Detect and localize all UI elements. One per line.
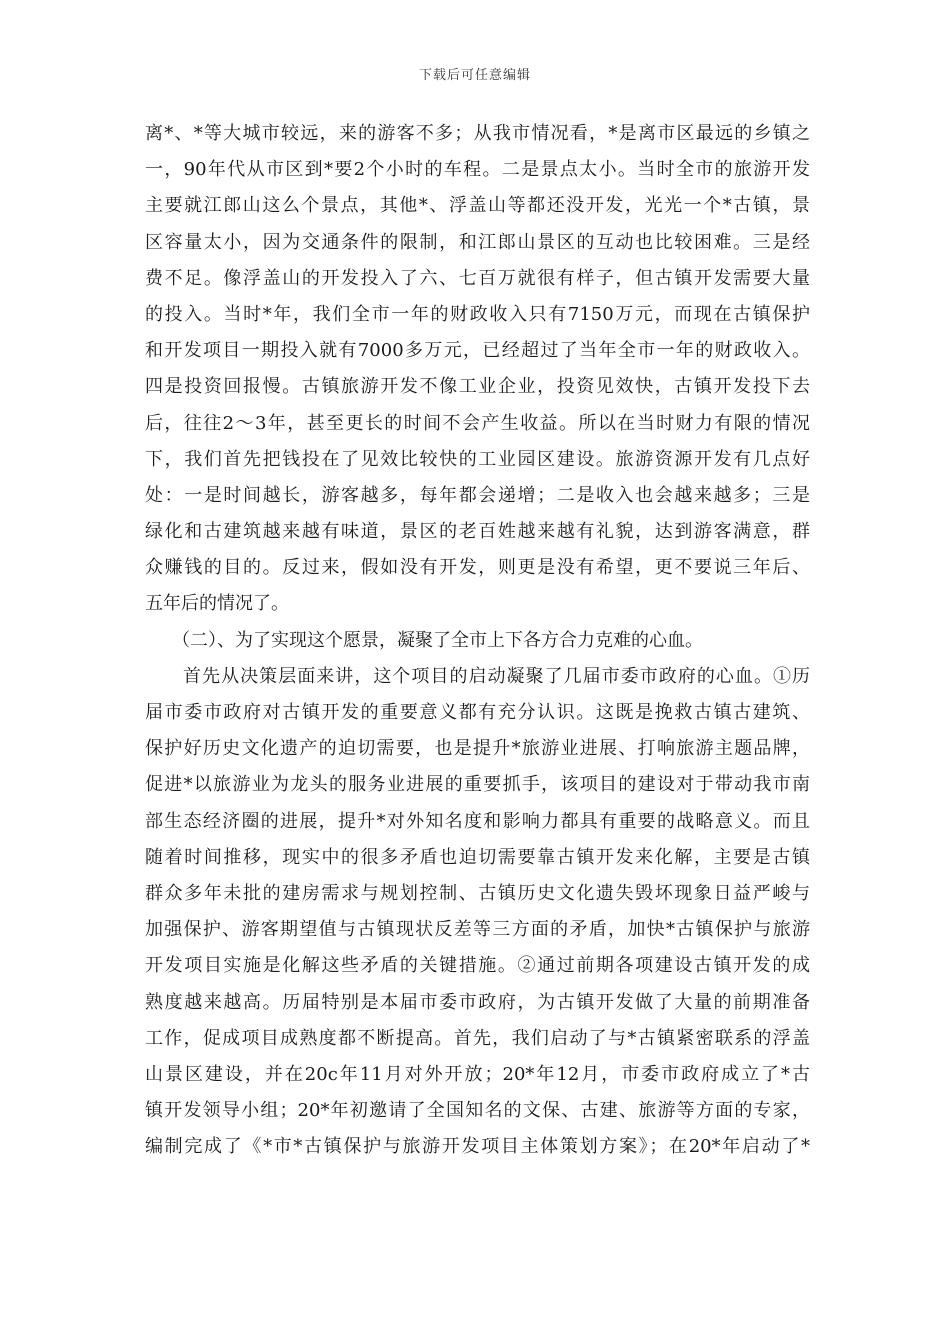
text-line: 绿化和古建筑越来越有味道，景区的老百姓越来越有礼貌，达到游客满意，群 <box>145 521 810 543</box>
text-line: 首先从决策层面来讲，这个项目的启动凝聚了几届市委市政府的心血。①历 <box>145 665 810 687</box>
text-line: 众赚钱的目的。反过来，假如没有开发，则更是没有希望，更不要说三年后、 <box>145 557 810 579</box>
document-body <box>145 116 810 1165</box>
text-line: 五年后的情况了。 <box>145 593 289 615</box>
text-line: 和开发项目一期投入就有7000多万元，已经超过了当年全市一年的财政收入。 <box>145 340 810 362</box>
text-line: 随着时间推移，现实中的很多矛盾也迫切需要靠古镇开发来化解，主要是古镇 <box>145 846 810 868</box>
text-line: 届市委市政府对古镇开发的重要意义都有充分认识。这既是挽救古镇古建筑、 <box>145 702 810 723</box>
text-line: 费不足。像浮盖山的开发投入了六、七百万就很有样子，但古镇开发需要大量 <box>145 267 810 289</box>
text-line: 山景区建设，并在20c年11月对外开放；20*年12月，市委市政府成立了*古 <box>145 1063 810 1085</box>
text-line: 后，往往2～3年，甚至更长的时间不会产生收益。所以在当时财力有限的情况 <box>145 412 810 434</box>
text-line: 群众多年未批的建房需求与规划控制、古镇历史文化遗失毁坏现象日益严峻与 <box>145 882 810 904</box>
text-line: 区容量太小，因为交通条件的限制，和江郎山景区的互动也比较困难。三是经 <box>145 231 810 253</box>
text-line: 开发项目实施是化解这些矛盾的关键措施。②通过前期各项建设古镇开发的成 <box>145 955 810 977</box>
text-line: 一，90年代从市区到*要2个小时的车程。二是景点太小。当时全市的旅游开发 <box>145 159 810 181</box>
text-line: 四是投资回报慢。古镇旅游开发不像工业企业，投资见效快，古镇开发投下去 <box>145 376 810 398</box>
page-header: 下载后可任意编辑 <box>418 68 531 83</box>
text-line: 主要就江郎山这么个景点，其他*、浮盖山等都还没开发，光光一个*古镇，景 <box>145 195 810 217</box>
text-line: 镇开发领导小组；20*年初邀请了全国知名的文保、古建、旅游等方面的专家， <box>145 1100 810 1122</box>
text-line: 下，我们首先把钱投在了见效比较快的工业园区建设。旅游资源开发有几点好 <box>145 448 810 470</box>
text-line: 熟度越来越高。历届特别是本届市委市政府，为古镇开发做了大量的前期准备 <box>145 991 810 1013</box>
text-line: 处：一是时间越长，游客越多，每年都会递增；二是收入也会越来越多；三是 <box>145 484 810 506</box>
text-line: 促进*以旅游业为龙头的服务业进展的重要抓手，该项目的建设对于带动我市南 <box>145 774 810 796</box>
text-line: 部生态经济圈的进展，提升*对外知名度和影响力都具有重要的战略意义。而且 <box>145 810 810 832</box>
text-line: 加强保护、游客期望值与古镇现状反差等三方面的矛盾，加快*古镇保护与旅游 <box>145 919 810 941</box>
text-line: 工作，促成项目成熟度都不断提高。首先，我们启动了与*古镇紧密联系的浮盖 <box>145 1027 810 1049</box>
text-line: 的投入。当时*年，我们全市一年的财政收入只有7150万元，而现在古镇保护 <box>145 303 810 325</box>
text-line: （二）、为了实现这个愿景，凝聚了全市上下各方合力克难的心血。 <box>145 629 703 651</box>
text-line: 编制完成了《*市*古镇保护与旅游开发项目主体策划方案》；在20*年启动了* <box>145 1136 810 1158</box>
text-line: 保护好历史文化遗产的迫切需要，也是提升*旅游业进展、打响旅游主题品牌， <box>145 738 810 760</box>
text-line: 离*、*等大城市较远，来的游客不多；从我市情况看，*是离市区最远的乡镇之 <box>145 123 810 144</box>
